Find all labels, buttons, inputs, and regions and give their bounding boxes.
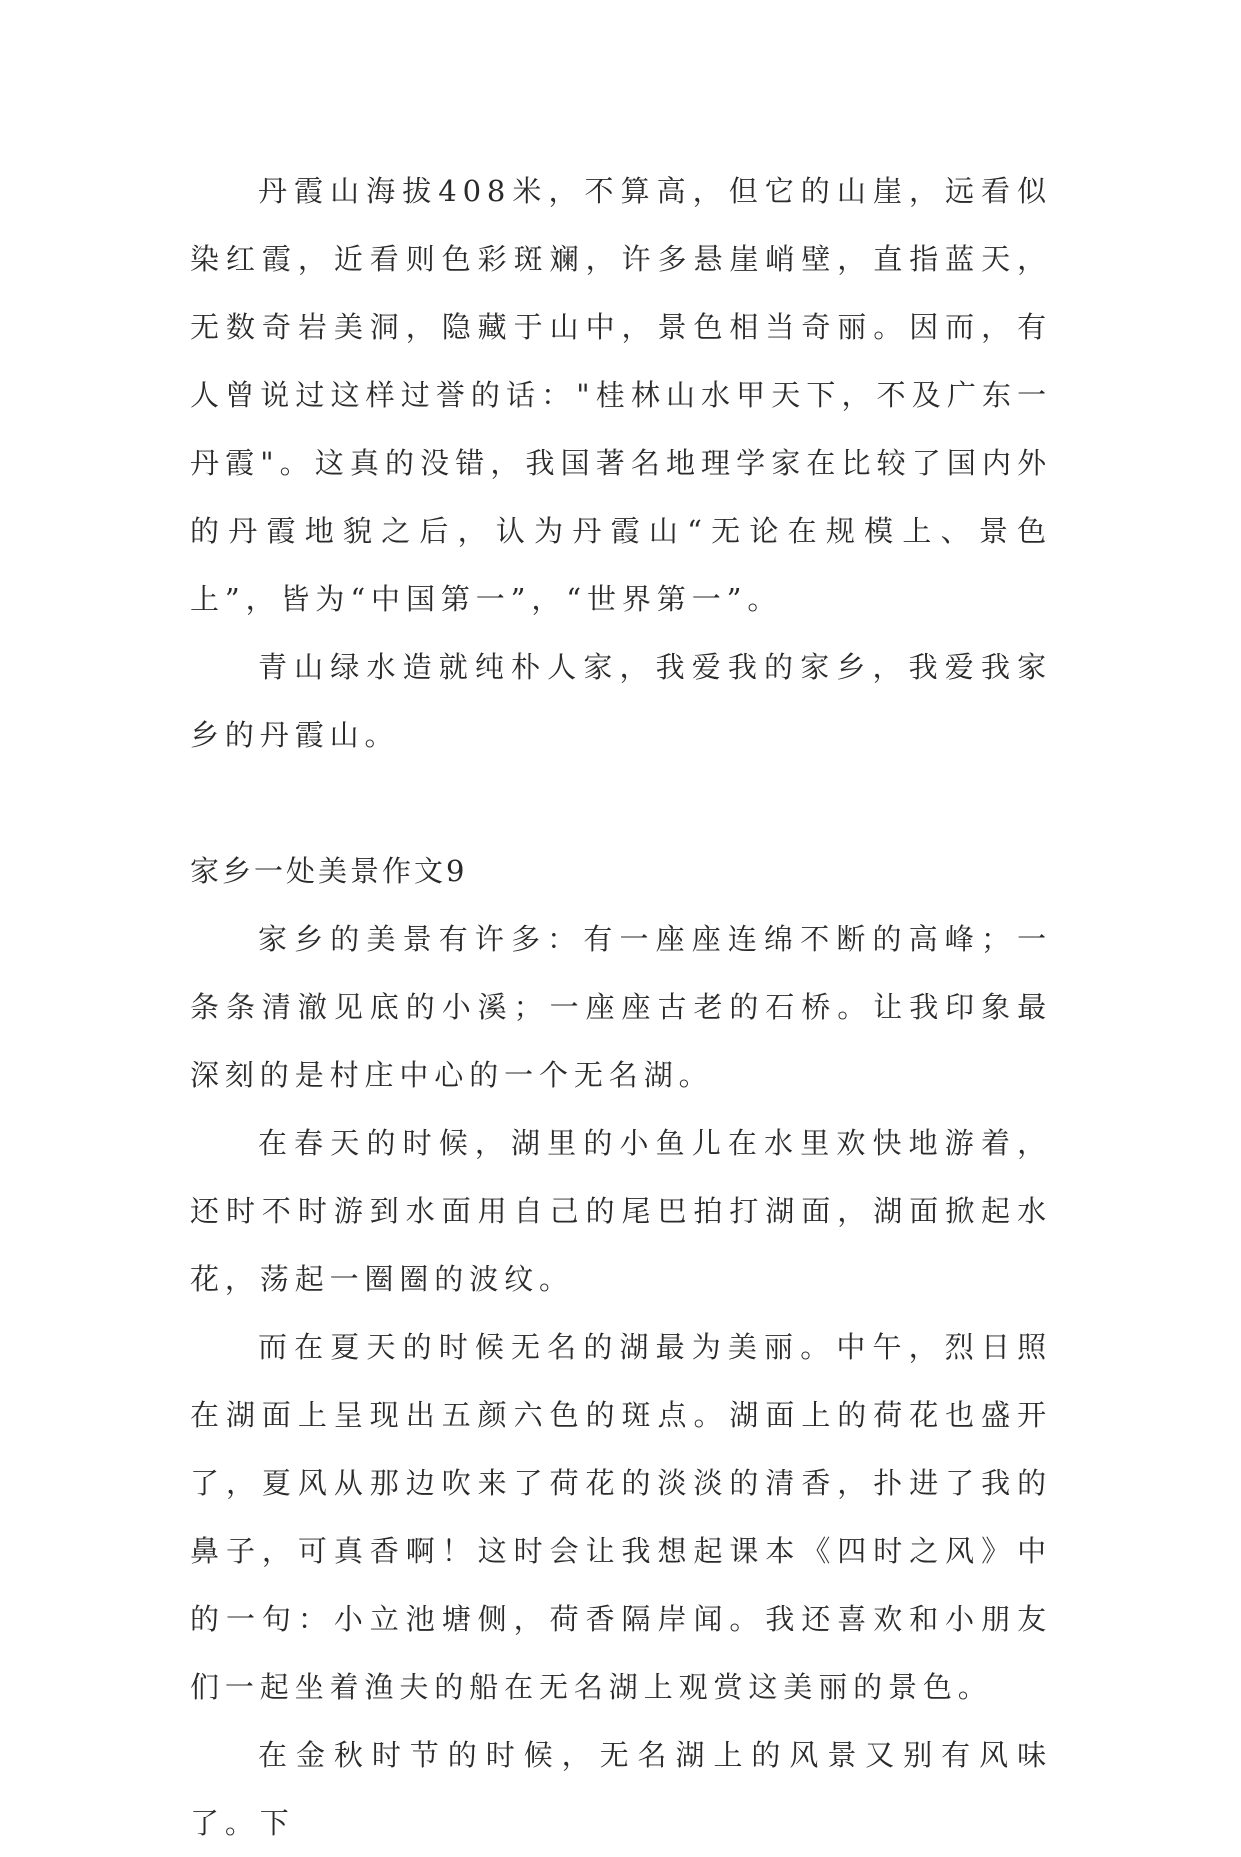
paragraph-hometown-scenery: 家乡的美景有许多：有一座座连绵不断的高峰；一条条清澈见底的小溪；一座座古老的石桥。让我印象最深刻的是村庄中心的一个无名湖。 bbox=[190, 922, 1052, 1092]
document-page bbox=[190, 157, 1052, 1857]
paragraph-summer: 而在夏天的时候无名的湖最为美丽。中午，烈日照在湖面上呈现出五颜六色的斑点。湖面上的荷花也盛开了，夏风从那边吹来了荷花的淡淡的清香，扑进了我的鼻子，可真香啊！这时会让我想起课本《四时之风》中的一句：小立池塘侧，荷香隔岸闻。我还喜欢和小朋友们一起坐着渔夫的船在无名湖上观赏这美丽的景色。 bbox=[190, 1330, 1052, 1704]
paragraph-autumn: 在金秋时节的时候，无名湖上的风景又别有风味了。下 bbox=[190, 1738, 1052, 1840]
paragraph-love-hometown: 青山绿水造就纯朴人家，我爱我的家乡，我爱我家乡的丹霞山。 bbox=[190, 650, 1052, 752]
section-title: 家乡一处美景作文9 bbox=[190, 854, 468, 888]
paragraph-spring: 在春天的时候，湖里的小鱼儿在水里欢快地游着，还时不时游到水面用自己的尾巴拍打湖面，湖面掀起水花，荡起一圈圈的波纹。 bbox=[190, 1126, 1052, 1296]
paragraph-danxia-description: 丹霞山海拔408米，不算高，但它的山崖，远看似染红霞，近看则色彩斑斓，许多悬崖峭壁，直指蓝天，无数奇岩美洞，隐藏于山中，景色相当奇丽。因而，有人曾说过这样过誉的话："桂林山水甲天下，不及广东一丹霞"。这真的没错，我国著名地理学家在比较了国内外的丹霞地貌之后，认为丹霞山“无论在规模上、景色上”，皆为“中国第一”，“世界第一”。 bbox=[190, 174, 1052, 616]
